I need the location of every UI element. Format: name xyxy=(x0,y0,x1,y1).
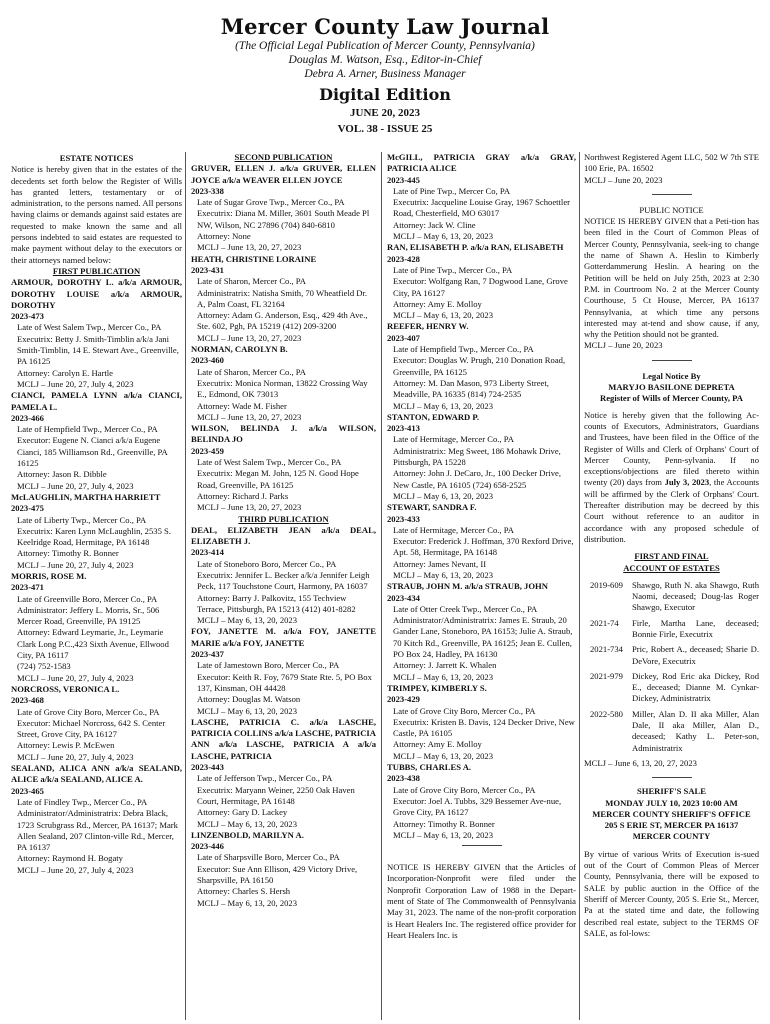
estate-entry xyxy=(11,390,182,492)
estate-detail-line: Executor: Joel A. Tubbs, 329 Bessemer Ave-nue, Grove City, PA 16127 xyxy=(393,795,562,818)
estate-detail-line: Executor: Wolfgang Ran, 7 Dogwood Lane, Grove City, PA 16127 xyxy=(393,276,568,298)
column-rule xyxy=(185,152,186,1020)
estate-detail-line: Attorney: Richard J. Parks xyxy=(197,490,289,501)
estate-detail-line: Executrix: Betty J. Smith-Timblin a/k/a Jani Smith-Timblin, 14 E. Stewart Ave., Greenville, PA 16125 xyxy=(17,333,179,367)
estate-detail-line: Executrix: Megan M. John, 125 N. Good Hope Road, Greenville, PA 16125 xyxy=(197,468,359,490)
estate-detail-line: MCLJ – May 6, 13, 20, 2023 xyxy=(197,897,298,908)
estate-detail-line: (724) 752-1583 xyxy=(17,661,71,672)
account-number: 2021-74 xyxy=(590,617,619,628)
estate-detail-line: Executor: Sue Ann Ellison, 429 Victory Drive, Sharpsville, PA 16150 xyxy=(197,863,358,885)
legal-notice-text xyxy=(584,410,759,546)
estate-detail-line: Attorney: Lewis P. McEwen xyxy=(17,740,115,751)
estate-decedent-name: DEAL, ELIZABETH JEAN a/k/a DEAL, ELIZABETH J. xyxy=(191,524,376,547)
account-number: 2021-979 xyxy=(590,670,623,681)
estate-decedent-name: STANTON, EDWARD P. xyxy=(387,411,480,422)
estate-detail-line: MCLJ – June 20, 27, July 4, 2023 xyxy=(17,672,134,683)
estate-decedent-name: GRUVER, ELLEN J. a/k/a GRUVER, ELLEN JOYCE a/k/a WEAVER ELLEN JOYCE xyxy=(191,163,376,185)
first-publication-heading: FIRST PUBLICATION xyxy=(52,265,141,276)
estate-detail-line: Attorney: Timothy R. Bonner xyxy=(393,818,495,829)
estate-detail-line: MCLJ – June 13, 20, 27, 2023 xyxy=(197,502,302,513)
estate-detail-line: MCLJ – May 6, 13, 20, 2023 xyxy=(393,829,494,840)
estate-entry xyxy=(387,581,576,683)
estate-detail-line: Executrix: Karen Lynn McLaughlin, 2535 S. Keelridge Road, Hermitage, PA 16148 xyxy=(17,525,171,548)
estate-decedent-name: STEWART, SANDRA F. xyxy=(387,502,477,513)
estate-detail-line: Late of Sharpsville Boro, Mercer Co., PA xyxy=(197,852,340,863)
estate-detail-line: Late of Hempfield Twp., Mercer Co., PA xyxy=(393,344,534,355)
account-description: Shawgo, Ruth N. aka Shawgo, Ruth Naomi, deceased; Doug-las Roger Shawgo, Executor xyxy=(632,579,759,613)
estate-detail-line: Attorney: Gary D. Lackey xyxy=(197,807,288,818)
estate-number: 2023-413 xyxy=(387,423,420,434)
estate-detail-line: Attorney: Raymond H. Bogaty xyxy=(17,853,123,864)
estate-entry xyxy=(387,412,576,502)
estate-decedent-name: LINZENBOLD, MARILYN A. xyxy=(191,829,304,840)
estate-detail-line: Executrix: Maryann Weiner, 2250 Oak Haven Court, Hermitage, PA 16148 xyxy=(197,784,355,806)
estate-detail-line: MCLJ – May 6, 13, 20, 2023 xyxy=(393,671,494,682)
estate-detail-line: Late of West Salem Twp., Mercer Co., PA xyxy=(197,457,342,468)
estate-detail-line: Attorney: None xyxy=(197,231,251,242)
estate-entry xyxy=(191,525,376,627)
legal-notice-deadline: July 3, 2023 xyxy=(664,477,710,488)
estate-detail-line: Administrator: Jeffery L. Morris, Sr., 506 Mercer Road, Greenville, PA 19125 xyxy=(17,604,160,627)
estate-detail-line: MCLJ – May 6, 13, 20, 2023 xyxy=(197,615,298,626)
divider xyxy=(652,777,692,778)
estate-decedent-name: FOY, JANETTE M. a/k/a FOY, JANETTE MARIE a/k/a FOY, JANETTE xyxy=(191,626,376,648)
edition-label: Digital Edition xyxy=(319,85,451,104)
legal-notice-heading: Legal Notice By xyxy=(642,370,701,381)
estate-number: 2023-446 xyxy=(191,841,224,852)
estate-entry xyxy=(191,344,376,423)
estate-number: 2023-466 xyxy=(11,412,44,423)
estate-entry xyxy=(11,763,182,876)
estate-notices-intro: Notice is hereby given that in the estates of the decedents set forth below the Register of Wills has granted letters, testamentary or of administration, to the persons named. All persons having claims or demands against said estates are requested to make known the same and all persons indebted to said estates are requested to make payment without delay to the executors or their attorneys named below: xyxy=(11,164,182,265)
journal-manager: Debra A. Arner, Business Manager xyxy=(304,68,466,80)
estate-entry xyxy=(387,502,576,581)
estate-detail-line: MCLJ – June 20, 27, July 4, 2023 xyxy=(17,480,134,491)
estate-number: 2023-438 xyxy=(387,773,420,784)
estate-entry xyxy=(387,762,576,841)
estate-decedent-name: NORCROSS, VERONICA L. xyxy=(11,683,120,694)
estate-detail-line: Attorney: James Nevant, II xyxy=(393,558,487,569)
account-row xyxy=(584,671,759,709)
sheriff-sale-office: MERCER COUNTY SHERIFF'S OFFICE xyxy=(592,808,751,819)
estate-detail-line: Attorney: Carolyn E. Hartle xyxy=(17,367,113,378)
column-rule xyxy=(579,152,580,1020)
estate-number: 2023-434 xyxy=(387,592,420,603)
estate-detail-line: Late of Hempfield Twp., Mercer Co., PA xyxy=(17,424,158,435)
estate-number: 2023-428 xyxy=(387,253,420,264)
accounts-heading: FIRST AND FINAL xyxy=(634,551,709,562)
estate-detail-line: Administratrix: Natisha Smith, 70 Wheatfield Dr. A, Palm Coast, FL 32164 xyxy=(197,287,368,309)
estate-detail-line: Executor: Keith R. Foy, 7679 State Rte. 5, PO Box 137, Kinsman, OH 44428 xyxy=(197,671,372,693)
estate-detail-line: MCLJ – June 20, 27, July 4, 2023 xyxy=(17,378,134,389)
estate-number: 2023-473 xyxy=(11,311,44,322)
estate-number: 2023-460 xyxy=(191,355,224,366)
estate-decedent-name: STRAUB, JOHN M. a/k/a STRAUB, JOHN xyxy=(387,581,548,592)
estate-entry xyxy=(11,684,182,763)
issue-volume: VOL. 38 - ISSUE 25 xyxy=(337,123,433,135)
column-2 xyxy=(191,152,376,909)
estate-entry xyxy=(191,830,376,909)
estate-detail-line: MCLJ – May 6, 13, 20, 2023 xyxy=(393,750,494,761)
estate-detail-line: MCLJ – May 6, 13, 20, 2023 xyxy=(393,310,494,321)
estate-detail-line: Attorney: M. Dan Mason, 973 Liberty Street, Meadville, PA 16335 (814) 724-2535 xyxy=(393,377,549,400)
journal-title: Mercer County Law Journal xyxy=(220,14,550,39)
estate-decedent-name: McLAUGHLIN, MARTHA HARRIETT xyxy=(11,491,161,502)
estate-detail-line: Attorney: Amy E. Molloy xyxy=(393,739,482,750)
estate-detail-line: Attorney: J. Jarrett K. Whalen xyxy=(393,660,497,671)
accounts-body xyxy=(584,580,759,758)
nonprofit-notice: NOTICE IS HEREBY GIVEN that the Articles of Incorporation-Nonprofit were filed under the Nonprofit Corporation Law of 1988 in the Depart-ment of State of The Commonwealth of Pennsylvania May 31, 2023. The name of the non-profit corporation is Heart Healers Inc. The registered office provider for Heart Healers Inc. is xyxy=(387,862,576,940)
estate-entry xyxy=(191,163,376,253)
estate-detail-line: Executrix: Jacqueline Louise Gray, 1967 Schoettler Road, Chesterfield, MO 63017 xyxy=(393,197,570,219)
estate-list xyxy=(11,277,182,876)
estate-detail-line: Attorney: Charles S. Hersh xyxy=(197,886,291,897)
estate-decedent-name: NORMAN, CAROLYN B. xyxy=(191,344,288,355)
estate-entry xyxy=(387,242,576,321)
estate-detail-line: Late of Sharon, Mercer Co., PA xyxy=(197,276,306,287)
estate-entry xyxy=(11,571,182,684)
estate-detail-line: Late of Hermitage, Mercer Co., PA xyxy=(393,524,514,535)
estate-detail-line: MCLJ – June 13, 20, 27, 2023 xyxy=(197,411,302,422)
estate-detail-line: Late of Otter Creek Twp., Mercer Co., PA xyxy=(393,603,538,614)
account-description: Pric, Robert A., deceased; Sharie D. DeVore, Executrix xyxy=(632,644,759,666)
publication-date: MCLJ – June 6, 13, 20, 27, 2023 xyxy=(584,757,697,768)
estate-detail-line: MCLJ – May 6, 13, 20, 2023 xyxy=(197,818,298,829)
estate-detail-line: MCLJ – June 20, 27, July 4, 2023 xyxy=(17,559,134,570)
account-description: Dickey, Rod Eric aka Dickey, Rod E., deceased; Dianne M. Cynkar-Dickey, Administratrix xyxy=(632,670,759,704)
estate-entry xyxy=(387,321,576,411)
estate-decedent-name: LASCHE, PATRICIA C. a/k/a LASCHE, PATRICIA COLLINS a/k/a LASCHE, PATRICIA ANN a/k/a LASCHE, PATRICIA A a/k/a LASCHE, PATRICIA xyxy=(191,716,376,761)
estate-detail-line: Late of Findley Twp., Mercer Co., PA xyxy=(17,796,148,807)
estate-entry xyxy=(11,277,182,390)
estate-detail-line: Attorney: Douglas M. Watson xyxy=(197,694,301,705)
estate-list xyxy=(191,163,376,513)
estate-detail-line: Executor: Douglas W. Prugh, 210 Donation Road, Greenville, PA 16125 xyxy=(393,355,566,377)
divider xyxy=(462,845,502,846)
estate-number: 2023-443 xyxy=(191,762,224,773)
estate-number: 2023-437 xyxy=(191,649,224,660)
estate-number: 2023-459 xyxy=(191,445,224,456)
third-publication-heading: THIRD PUBLICATION xyxy=(238,513,329,524)
estate-detail-line: Administratrix: Meg Sweet, 186 Mohawk Drive, Pittsburgh, PA 15228 xyxy=(393,445,561,468)
column-1 xyxy=(11,152,182,876)
estate-decedent-name: TRIMPEY, KIMBERLY S. xyxy=(387,682,487,693)
estate-entry xyxy=(191,254,376,344)
estate-number: 2023-414 xyxy=(191,547,224,558)
estate-number: 2023-465 xyxy=(11,785,44,796)
sheriff-sale-county: MERCER COUNTY xyxy=(632,831,711,842)
estate-detail-line: Attorney: John J. DeCaro, Jr., 100 Decker Drive, New Castle, PA 16105 (724) 658-2525 xyxy=(393,468,562,490)
estate-decedent-name: CIANCI, PAMELA LYNN a/k/a CIANCI, PAMELA L. xyxy=(11,390,182,412)
estate-number: 2023-431 xyxy=(191,264,224,275)
column-rule xyxy=(381,152,382,1020)
estate-number: 2023-429 xyxy=(387,694,420,705)
publication-date: MCLJ – June 20, 2023 xyxy=(584,174,663,185)
estate-detail-line: MCLJ – May 6, 13, 20, 2023 xyxy=(393,400,494,411)
estate-detail-line: Executrix: Diana M. Miller, 3601 South Meade Pl NW, Wilson, NC 27896 (704) 840-6810 xyxy=(197,208,370,230)
estate-detail-line: Late of Liberty Twp., Mercer Co., PA xyxy=(17,514,147,525)
estate-detail-line: Executrix: Kristen B. Davis, 124 Decker Drive, New Castle, PA 16105 xyxy=(393,716,575,739)
estate-detail-line: Late of Stoneboro Boro, Mercer Co., PA xyxy=(197,558,337,569)
estate-entry xyxy=(387,683,576,762)
estate-detail-line: Late of Greenville Boro, Mercer Co., PA xyxy=(17,593,158,604)
estate-detail-line: MCLJ – June 20, 27, July 4, 2023 xyxy=(17,864,134,875)
estate-detail-line: Attorney: Amy E. Molloy xyxy=(393,298,482,309)
estate-decedent-name: SEALAND, ALICA ANN a/k/a SEALAND, ALICE a/k/a SEALAND, ALICE A. xyxy=(11,763,182,785)
account-row xyxy=(584,618,759,645)
estate-decedent-name: TUBBS, CHARLES A. xyxy=(387,762,472,773)
estate-detail-line: MCLJ – May 6, 13, 20, 2023 xyxy=(393,231,494,242)
estate-detail-line: Administrator/Administratrix: Debra Black, 1723 Scrubgrass Rd., Mercer, PA 16137; Mark Allen Sealand, 207 Clinton-ville Rd., Mercer, PA 16137 xyxy=(17,808,178,853)
estate-detail-line: Late of Grove City Boro, Mercer Co., PA xyxy=(393,705,536,716)
estate-list xyxy=(387,152,576,841)
estate-number: 2023-338 xyxy=(191,185,224,196)
public-notice-heading: PUBLIC NOTICE xyxy=(639,204,704,215)
account-description: Miller, Alan D. II aka Miller, Alan Dale, II aka Miller, Alan D., deceased; Kathy L. Peter-son, Administratrix xyxy=(632,708,759,753)
account-number: 2022-580 xyxy=(590,708,623,719)
estate-detail-line: Late of Grove City Boro, Mercer Co., PA xyxy=(17,706,160,717)
estate-entry xyxy=(191,626,376,716)
nonprofit-notice-continued: Northwest Registered Agent LLC, 502 W 7th STE 100 Erie, PA. 16502 xyxy=(584,152,759,174)
second-publication-heading: SECOND PUBLICATION xyxy=(234,152,333,162)
sheriff-sale-text: By virtue of various Writs of Execution is-sued out of the Court of Common Pleas of Mercer County, Pennsylvania, there will be exposed to SALE by public auction in the Office of the Sheriff of Mercer County, 205 S. Erie St., Mercer, Pa at the stated time and date, the following described real estate, subject to the TERMS OF SALE, as fol-lows: xyxy=(584,848,759,938)
estate-detail-line: MCLJ – May 6, 13, 20, 2023 xyxy=(197,705,298,716)
accounts-subheading: ACCOUNT OF ESTATES xyxy=(623,562,720,573)
estate-number: 2023-471 xyxy=(11,582,44,593)
estate-detail-line: Late of Pine Twp., Mercer Co., PA xyxy=(393,264,513,275)
estate-decedent-name: MORRIS, ROSE M. xyxy=(11,570,87,581)
account-description: Firle, Martha Lane, deceased; Bonnie Firle, Executrix xyxy=(632,617,759,639)
estate-detail-line: MCLJ – June 13, 20, 27, 2023 xyxy=(197,242,302,253)
account-row xyxy=(584,709,759,758)
estate-decedent-name: WILSON, BELINDA J. a/k/a WILSON, BELINDA JO xyxy=(191,423,376,445)
legal-notice-text-a: Notice is hereby given that the following Ac-counts of Executors, Administrators, Guardians and Trustees, have been filed in the Office of the Register of Wills and Clerk of Orphans' Court of Mercer County, Penn-sylvania. If no exceptions/objections are filed thereto within twenty (20) days from xyxy=(584,409,759,488)
estate-number: 2023-433 xyxy=(387,513,420,524)
estate-detail-line: Attorney: Adam G. Anderson, Esq., 429 4th Ave., Ste. 602, Pgh, PA 15219 (412) 209-3200 xyxy=(197,310,368,332)
estate-detail-line: Attorney: Jason R. Dibble xyxy=(17,469,107,480)
legal-notice-text-b: , the Accounts will be affirmed by the Clerk of Orphans' Court. Thereafter distribution may be decreed by this Court without reference to an auditor in accordance with any proposed schedule of distribution. xyxy=(584,477,759,544)
column-3 xyxy=(387,152,576,941)
register-name: MARYJO BASILONE DEPRETA xyxy=(608,382,735,393)
issue-date: JUNE 20, 2023 xyxy=(350,107,420,119)
estate-decedent-name: HEATH, CHRISTINE LORAINE xyxy=(191,253,317,264)
estate-detail-line: Executor: Michael Norcross, 642 S. Center Street, Grove City, PA 16127 xyxy=(17,717,166,740)
estate-detail-line: MCLJ – May 6, 13, 20, 2023 xyxy=(393,490,494,501)
account-number: 2021-734 xyxy=(590,644,623,655)
estate-detail-line: Administrator/Administratrix: James E. Straub, 20 Gander Lane, Stoneboro, PA 16153; Julie A. Straub, 70 Kitch Rd., Greenville, PA 16125; Jean E. Cullen, PO Box 24, Hadley, PA 16130 xyxy=(393,615,573,660)
estate-decedent-name: REEFER, HENRY W. xyxy=(387,321,469,332)
estate-detail-line: MCLJ – May 6, 13, 20, 2023 xyxy=(393,569,494,580)
estate-decedent-name: RAN, ELISABETH P. a/k/a RAN, ELISABETH xyxy=(387,242,564,253)
masthead xyxy=(0,14,770,136)
estate-entry xyxy=(191,423,376,513)
accounts-table xyxy=(584,580,759,758)
estate-detail-line: Late of Jamestown Boro, Mercer Co., PA xyxy=(197,660,340,671)
estate-number: 2023-475 xyxy=(11,503,44,514)
estate-detail-line: Late of Hermitage, Mercer Co., PA xyxy=(393,434,514,445)
sheriff-sale-address: 205 S ERIE ST, MERCER PA 16137 xyxy=(604,820,739,831)
estate-detail-line: Late of Sugar Grove Twp., Mercer Co., PA xyxy=(197,197,345,208)
estate-decedent-name: McGILL, PATRICIA GRAY a/k/a GRAY, PATRICIA ALICE xyxy=(387,152,576,174)
estate-detail-line: Attorney: Barry J. Palkovitz, 155 Techview Terrace, Pittsburgh, PA 15213 (412) 401-8282 xyxy=(197,592,356,614)
estate-detail-line: Late of Pine Twp., Mercer Co, PA xyxy=(393,185,511,196)
estate-notices-heading: ESTATE NOTICES xyxy=(59,153,134,163)
public-notice-text: NOTICE IS HEREBY GIVEN that a Peti-tion has been filed in the Court of Common Pleas of Mercer County, Pennsylvania, seek-ing to change the name of Shawn A. Heslin to Kimberly Gotterdammerung Heslin. A hearing on the Petition will be held on July 25th, 2023 at 2:30 P.M. in Courtroom No. 2 at the Mercer County Courthouse, 5 Ct House, Mercer, PA 16137 Pennsylvania, at which time any persons interested may at-tend and show cause, if any, why the Petition should not be granted. xyxy=(584,216,759,340)
publication-date: MCLJ – June 20, 2023 xyxy=(584,340,663,351)
sheriff-sale-heading: SHERIFF'S SALE xyxy=(636,786,706,797)
estate-detail-line: Late of Jefferson Twp., Mercer Co., PA xyxy=(197,773,333,784)
estate-detail-line: MCLJ – June 20, 27, July 4, 2023 xyxy=(17,751,134,762)
estate-number: 2023-445 xyxy=(387,174,420,185)
journal-subtitle: (The Official Legal Publication of Mercer County, Pennsylvania) xyxy=(235,40,535,52)
journal-editor: Douglas M. Watson, Esq., Editor-in-Chief xyxy=(288,54,482,66)
account-row xyxy=(584,580,759,618)
estate-detail-line: Attorney: Edward Leymarie, Jr., Leymarie Clark Long P.C.,423 Sixth Avenue, Ellwood City, PA 16117 xyxy=(17,627,169,661)
estate-number: 2023-407 xyxy=(387,332,420,343)
estate-entry xyxy=(387,152,576,242)
account-row xyxy=(584,644,759,671)
estate-list xyxy=(191,525,376,909)
estate-detail-line: Attorney: Wade M. Fisher xyxy=(197,400,287,411)
estate-detail-line: Attorney: Timothy R. Bonner xyxy=(17,548,119,559)
estate-entry xyxy=(191,717,376,830)
divider xyxy=(652,194,692,195)
estate-detail-line: MCLJ – June 13, 20, 27, 2023 xyxy=(197,332,302,343)
estate-detail-line: Late of Grove City Boro, Mercer Co., PA xyxy=(393,784,536,795)
estate-decedent-name: ARMOUR, DOROTHY L. a/k/a ARMOUR, DOROTHY LOUISE a/k/a ARMOUR, DOROTHY xyxy=(11,277,182,310)
estate-entry xyxy=(11,492,182,571)
column-4 xyxy=(584,152,759,939)
estate-detail-line: Executor: Frederick J. Hoffman, 370 Rexford Drive, Apt. 58, Hermitage, PA 16148 xyxy=(393,536,574,558)
sheriff-sale-date: MONDAY JULY 10, 2023 10:00 AM xyxy=(605,797,738,808)
account-number: 2019-609 xyxy=(590,579,623,590)
estate-detail-line: Late of Sharon, Mercer Co., PA xyxy=(197,366,306,377)
estate-detail-line: Executrix: Monica Norman, 13822 Crossing Way E., Edmond, OK 73013 xyxy=(197,377,368,400)
register-office: Register of Wills of Mercer County, PA xyxy=(600,393,743,404)
divider xyxy=(652,360,692,361)
estate-number: 2023-468 xyxy=(11,695,44,706)
estate-detail-line: Late of West Salem Twp., Mercer Co., PA xyxy=(17,322,162,333)
estate-detail-line: Executor: Eugene N. Cianci a/k/a Eugene Cianci, 185 Williamson Rd., Greenville, PA 16125 xyxy=(17,435,168,469)
estate-detail-line: Attorney: Jack W. Cline xyxy=(393,219,476,230)
estate-detail-line: Executrix: Jennifer L. Becker a/k/a Jennifer Leigh Peck, 117 Touchstone Court, Harmony, PA 16037 xyxy=(197,569,370,592)
